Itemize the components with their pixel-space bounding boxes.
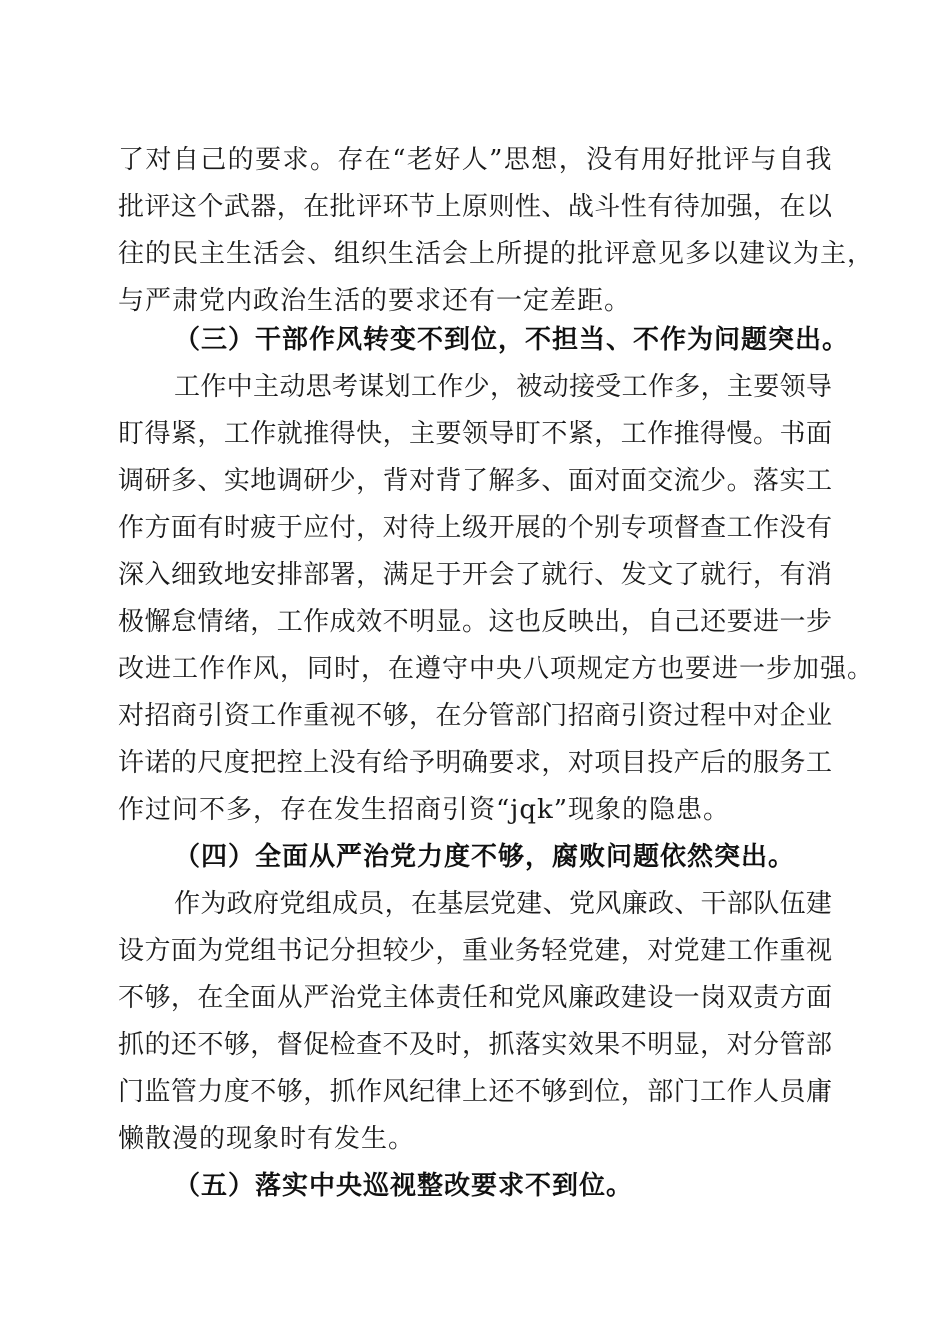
paragraph-line: 设方面为党组书记分担较少，重业务轻党建，对党建工作重视 <box>118 936 833 966</box>
section-heading-3: （三）干部作风转变不到位，不担当、不作为问题突出。 <box>174 325 850 355</box>
paragraph-line: 深入细致地安排部署，满足于开会了就行、发文了就行，有消 <box>118 560 833 590</box>
section-heading-4: （四）全面从严治党力度不够，腐败问题依然突出。 <box>174 842 796 872</box>
paragraph-line: 作方面有时疲于应付，对待上级开展的个别专项督查工作没有 <box>118 513 833 543</box>
paragraph-line: 极懈怠情绪，工作成效不明显。这也反映出，自己还要进一步 <box>118 607 833 637</box>
paragraph-line: 了对自己的要求。存在“老好人”思想，没有用好批评与自我 <box>118 145 833 175</box>
paragraph-line: 懒散漫的现象时有发生。 <box>118 1124 416 1154</box>
paragraph-line: 调研多、实地调研少，背对背了解多、面对面交流少。落实工 <box>118 466 833 496</box>
paragraph-line: 不够，在全面从严治党主体责任和党风廉政建设一岗双责方面 <box>118 983 833 1013</box>
paragraph-line: 与严肃党内政治生活的要求还有一定差距。 <box>118 286 632 316</box>
paragraph-line: 工作中主动思考谋划工作少，被动接受工作多，主要领导 <box>174 372 833 402</box>
section-heading-5: （五）落实中央巡视整改要求不到位。 <box>174 1171 634 1201</box>
paragraph-line: 作过问不多，存在发生招商引资“jqk”现象的隐患。 <box>118 795 731 825</box>
paragraph-line: 批评这个武器，在批评环节上原则性、战斗性有待加强，在以 <box>118 192 833 222</box>
paragraph-line: 盯得紧，工作就推得快，主要领导盯不紧，工作推得慢。书面 <box>118 419 833 449</box>
paragraph-line: 往的民主生活会、组织生活会上所提的批评意见多以建议为主， <box>118 239 875 269</box>
paragraph-line: 许诺的尺度把控上没有给予明确要求，对项目投产后的服务工 <box>118 748 833 778</box>
paragraph-line: 门监管力度不够，抓作风纪律上还不够到位，部门工作人员庸 <box>118 1077 833 1107</box>
paragraph-line: 作为政府党组成员，在基层党建、党风廉政、干部队伍建 <box>174 889 833 919</box>
paragraph-line: 改进工作作风，同时，在遵守中央八项规定方也要进一步加强。 <box>118 654 875 684</box>
paragraph-line: 抓的还不够，督促检查不及时，抓落实效果不明显，对分管部 <box>118 1030 833 1060</box>
paragraph-line: 对招商引资工作重视不够，在分管部门招商引资过程中对企业 <box>118 701 833 731</box>
